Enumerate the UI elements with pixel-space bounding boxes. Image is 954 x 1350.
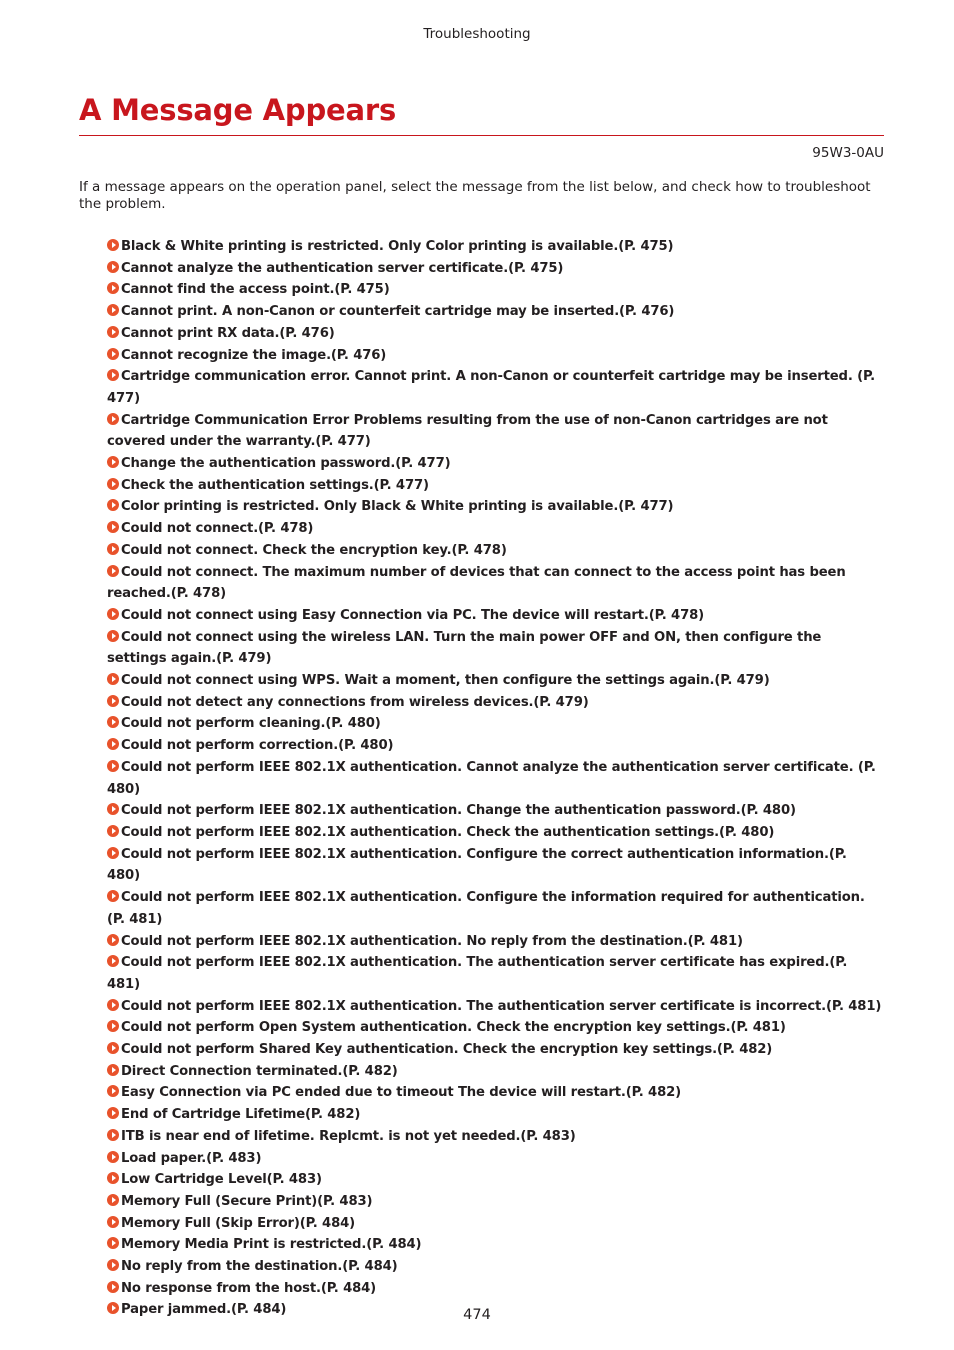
circle-arrow-right-icon — [107, 1194, 119, 1206]
circle-arrow-right-icon — [107, 239, 119, 251]
message-link[interactable] — [107, 236, 884, 258]
circle-arrow-right-icon — [107, 999, 119, 1011]
message-link[interactable] — [107, 475, 884, 497]
message-link-text: Low Cartridge Level(P. 483) — [121, 1172, 322, 1188]
message-link[interactable] — [107, 1278, 884, 1300]
message-link-text: Could not connect using Easy Connection via PC. The device will restart.(P. 478) — [121, 607, 704, 623]
intro-paragraph: If a message appears on the operation panel, select the message from the list below, and check how to troubleshoot the problem. — [79, 179, 871, 212]
running-header: Troubleshooting — [423, 26, 531, 42]
message-link[interactable] — [107, 1169, 884, 1191]
circle-arrow-right-icon — [107, 499, 119, 511]
message-link-text: Cannot recognize the image.(P. 476) — [121, 347, 387, 363]
circle-arrow-right-icon — [107, 348, 119, 360]
circle-arrow-right-icon — [107, 456, 119, 468]
circle-arrow-right-icon — [107, 1064, 119, 1076]
message-link-text: Memory Media Print is restricted.(P. 484) — [121, 1237, 422, 1253]
message-link-text: Could not perform IEEE 802.1X authentication. Configure the information required for authentication. (P. 481) — [107, 890, 865, 927]
circle-arrow-right-icon — [107, 738, 119, 750]
message-link[interactable] — [107, 540, 884, 562]
message-link[interactable] — [107, 822, 884, 844]
message-link-text: Cannot print. A non-Canon or counterfeit cartridge may be inserted.(P. 476) — [121, 304, 675, 320]
message-link[interactable] — [107, 1061, 884, 1083]
circle-arrow-right-icon — [107, 478, 119, 490]
circle-arrow-right-icon — [107, 369, 119, 381]
circle-arrow-right-icon — [107, 716, 119, 728]
circle-arrow-right-icon — [107, 847, 119, 859]
message-link-text: Could not perform IEEE 802.1X authentication. Cannot analyze the authentication server certificate. (P. 480) — [107, 759, 876, 797]
message-link-list — [107, 236, 884, 1321]
message-link[interactable] — [107, 692, 884, 714]
message-link[interactable] — [107, 410, 884, 453]
message-link-text: Paper jammed.(P. 484) — [121, 1302, 287, 1318]
circle-arrow-right-icon — [107, 543, 119, 555]
message-link-text: Load paper.(P. 483) — [121, 1150, 262, 1166]
circle-arrow-right-icon — [107, 1020, 119, 1032]
circle-arrow-right-icon — [107, 1172, 119, 1184]
circle-arrow-right-icon — [107, 1085, 119, 1097]
message-link[interactable] — [107, 627, 884, 670]
message-link-text: Cannot find the access point.(P. 475) — [121, 282, 390, 298]
message-link-text: Memory Full (Skip Error)(P. 484) — [121, 1215, 356, 1231]
circle-arrow-right-icon — [107, 1129, 119, 1141]
message-link[interactable] — [107, 1017, 884, 1039]
message-link[interactable] — [107, 800, 884, 822]
message-link-text: Color printing is restricted. Only Black & White printing is available.(P. 477) — [121, 499, 674, 515]
message-link[interactable] — [107, 605, 884, 627]
circle-arrow-right-icon — [107, 326, 119, 338]
message-link-text: Cannot analyze the authentication server certificate.(P. 475) — [121, 260, 564, 276]
message-link-text: Could not perform IEEE 802.1X authentication. Configure the correct authentication information.(P. 480) — [107, 846, 847, 884]
message-link[interactable] — [107, 1256, 884, 1278]
circle-arrow-right-icon — [107, 934, 119, 946]
message-link-text: Could not connect. The maximum number of devices that can connect to the access point has been reached.(P. 478) — [107, 564, 846, 602]
message-link-text: ITB is near end of lifetime. Replcmt. is not yet needed.(P. 483) — [121, 1128, 576, 1144]
message-link[interactable] — [107, 952, 884, 995]
message-link[interactable] — [107, 366, 884, 409]
message-link[interactable] — [107, 735, 884, 757]
message-link[interactable] — [107, 1039, 884, 1061]
message-link[interactable] — [107, 258, 884, 280]
circle-arrow-right-icon — [107, 760, 119, 772]
message-link[interactable] — [107, 713, 884, 735]
message-link-text: Check the authentication settings.(P. 477) — [121, 477, 429, 493]
circle-arrow-right-icon — [107, 608, 119, 620]
message-link[interactable] — [107, 323, 884, 345]
message-link[interactable] — [107, 757, 884, 800]
message-link-text: Could not perform Open System authentication. Check the encryption key settings.(P. 481) — [121, 1020, 786, 1036]
circle-arrow-right-icon — [107, 1107, 119, 1119]
message-link-text: Cartridge Communication Error Problems resulting from the use of non-Canon cartridges are not covered under the warranty.(P. 477) — [107, 412, 828, 450]
message-link[interactable] — [107, 345, 884, 367]
message-link-text: Could not connect using WPS. Wait a moment, then configure the settings again.(P. 479) — [121, 673, 770, 689]
circle-arrow-right-icon — [107, 521, 119, 533]
circle-arrow-right-icon — [107, 413, 119, 425]
message-link[interactable] — [107, 1126, 884, 1148]
circle-arrow-right-icon — [107, 1259, 119, 1271]
circle-arrow-right-icon — [107, 630, 119, 642]
message-link[interactable] — [107, 887, 884, 930]
message-link[interactable] — [107, 931, 884, 953]
message-link[interactable] — [107, 279, 884, 301]
page-title: A Message Appears — [79, 93, 397, 127]
circle-arrow-right-icon — [107, 1151, 119, 1163]
message-link-text: Could not perform Shared Key authentication. Check the encryption key settings.(P. 482) — [121, 1042, 773, 1058]
message-link-text: Could not perform IEEE 802.1X authentication. The authentication server certificate has expired.(P. 481) — [107, 955, 848, 992]
circle-arrow-right-icon — [107, 565, 119, 577]
page-number: 474 — [463, 1307, 491, 1323]
message-link[interactable] — [107, 1191, 884, 1213]
message-link[interactable] — [107, 453, 884, 475]
circle-arrow-right-icon — [107, 955, 119, 967]
message-link-text: Change the authentication password.(P. 477) — [121, 456, 451, 472]
message-link-text: No response from the host.(P. 484) — [121, 1280, 377, 1296]
message-link-text: Could not connect.(P. 478) — [121, 521, 314, 537]
message-link[interactable] — [107, 518, 884, 540]
message-link[interactable] — [107, 996, 884, 1018]
circle-arrow-right-icon — [107, 1216, 119, 1228]
circle-arrow-right-icon — [107, 1281, 119, 1293]
message-link-text: Memory Full (Secure Print)(P. 483) — [121, 1193, 373, 1209]
title-divider — [79, 135, 884, 136]
message-link-text: Could not perform IEEE 802.1X authentication. Check the authentication settings.(P. 480) — [121, 824, 775, 840]
message-link[interactable] — [107, 301, 884, 323]
message-link-text: Direct Connection terminated.(P. 482) — [121, 1063, 398, 1079]
circle-arrow-right-icon — [107, 261, 119, 273]
message-link-text: Could not detect any connections from wireless devices.(P. 479) — [121, 694, 589, 710]
message-link-text: Could not perform IEEE 802.1X authentication. No reply from the destination.(P. 481) — [121, 933, 743, 949]
message-link-text: No reply from the destination.(P. 484) — [121, 1259, 398, 1275]
message-link-text: Could not perform IEEE 802.1X authentication. The authentication server certificate is incorrect.(P. 481) — [121, 998, 882, 1014]
message-link-text: Easy Connection via PC ended due to timeout The device will restart.(P. 482) — [121, 1085, 681, 1101]
message-link[interactable] — [107, 1148, 884, 1170]
message-link-text: Could not perform IEEE 802.1X authentication. Change the authentication password.(P. 480) — [121, 803, 796, 819]
circle-arrow-right-icon — [107, 673, 119, 685]
message-link-text: Could not connect. Check the encryption key.(P. 478) — [121, 542, 507, 558]
message-link[interactable] — [107, 844, 884, 887]
circle-arrow-right-icon — [107, 890, 119, 902]
message-link-text: Cartridge communication error. Cannot print. A non-Canon or counterfeit cartridge may be inserted. (P. 477) — [107, 369, 875, 406]
message-link-text: Could not connect using the wireless LAN. Turn the main power OFF and ON, then configure the settings again.(P. 479) — [107, 629, 822, 667]
message-link-text: Could not perform cleaning.(P. 480) — [121, 716, 381, 732]
document-code: 95W3-0AU — [812, 145, 884, 161]
circle-arrow-right-icon — [107, 825, 119, 837]
message-link[interactable] — [107, 1213, 884, 1235]
message-link-text: Could not perform correction.(P. 480) — [121, 738, 394, 754]
message-link[interactable] — [107, 1234, 884, 1256]
circle-arrow-right-icon — [107, 304, 119, 316]
message-link-text: Cannot print RX data.(P. 476) — [121, 325, 335, 341]
circle-arrow-right-icon — [107, 1237, 119, 1249]
circle-arrow-right-icon — [107, 803, 119, 815]
message-link[interactable] — [107, 562, 884, 605]
message-link[interactable] — [107, 1104, 884, 1126]
message-link[interactable] — [107, 1082, 884, 1104]
message-link[interactable] — [107, 670, 884, 692]
circle-arrow-right-icon — [107, 695, 119, 707]
message-link-text: Black & White printing is restricted. Only Color printing is available.(P. 475) — [121, 239, 674, 254]
message-link-text: End of Cartridge Lifetime(P. 482) — [121, 1107, 361, 1123]
circle-arrow-right-icon — [107, 282, 119, 294]
circle-arrow-right-icon — [107, 1042, 119, 1054]
message-link[interactable] — [107, 496, 884, 518]
